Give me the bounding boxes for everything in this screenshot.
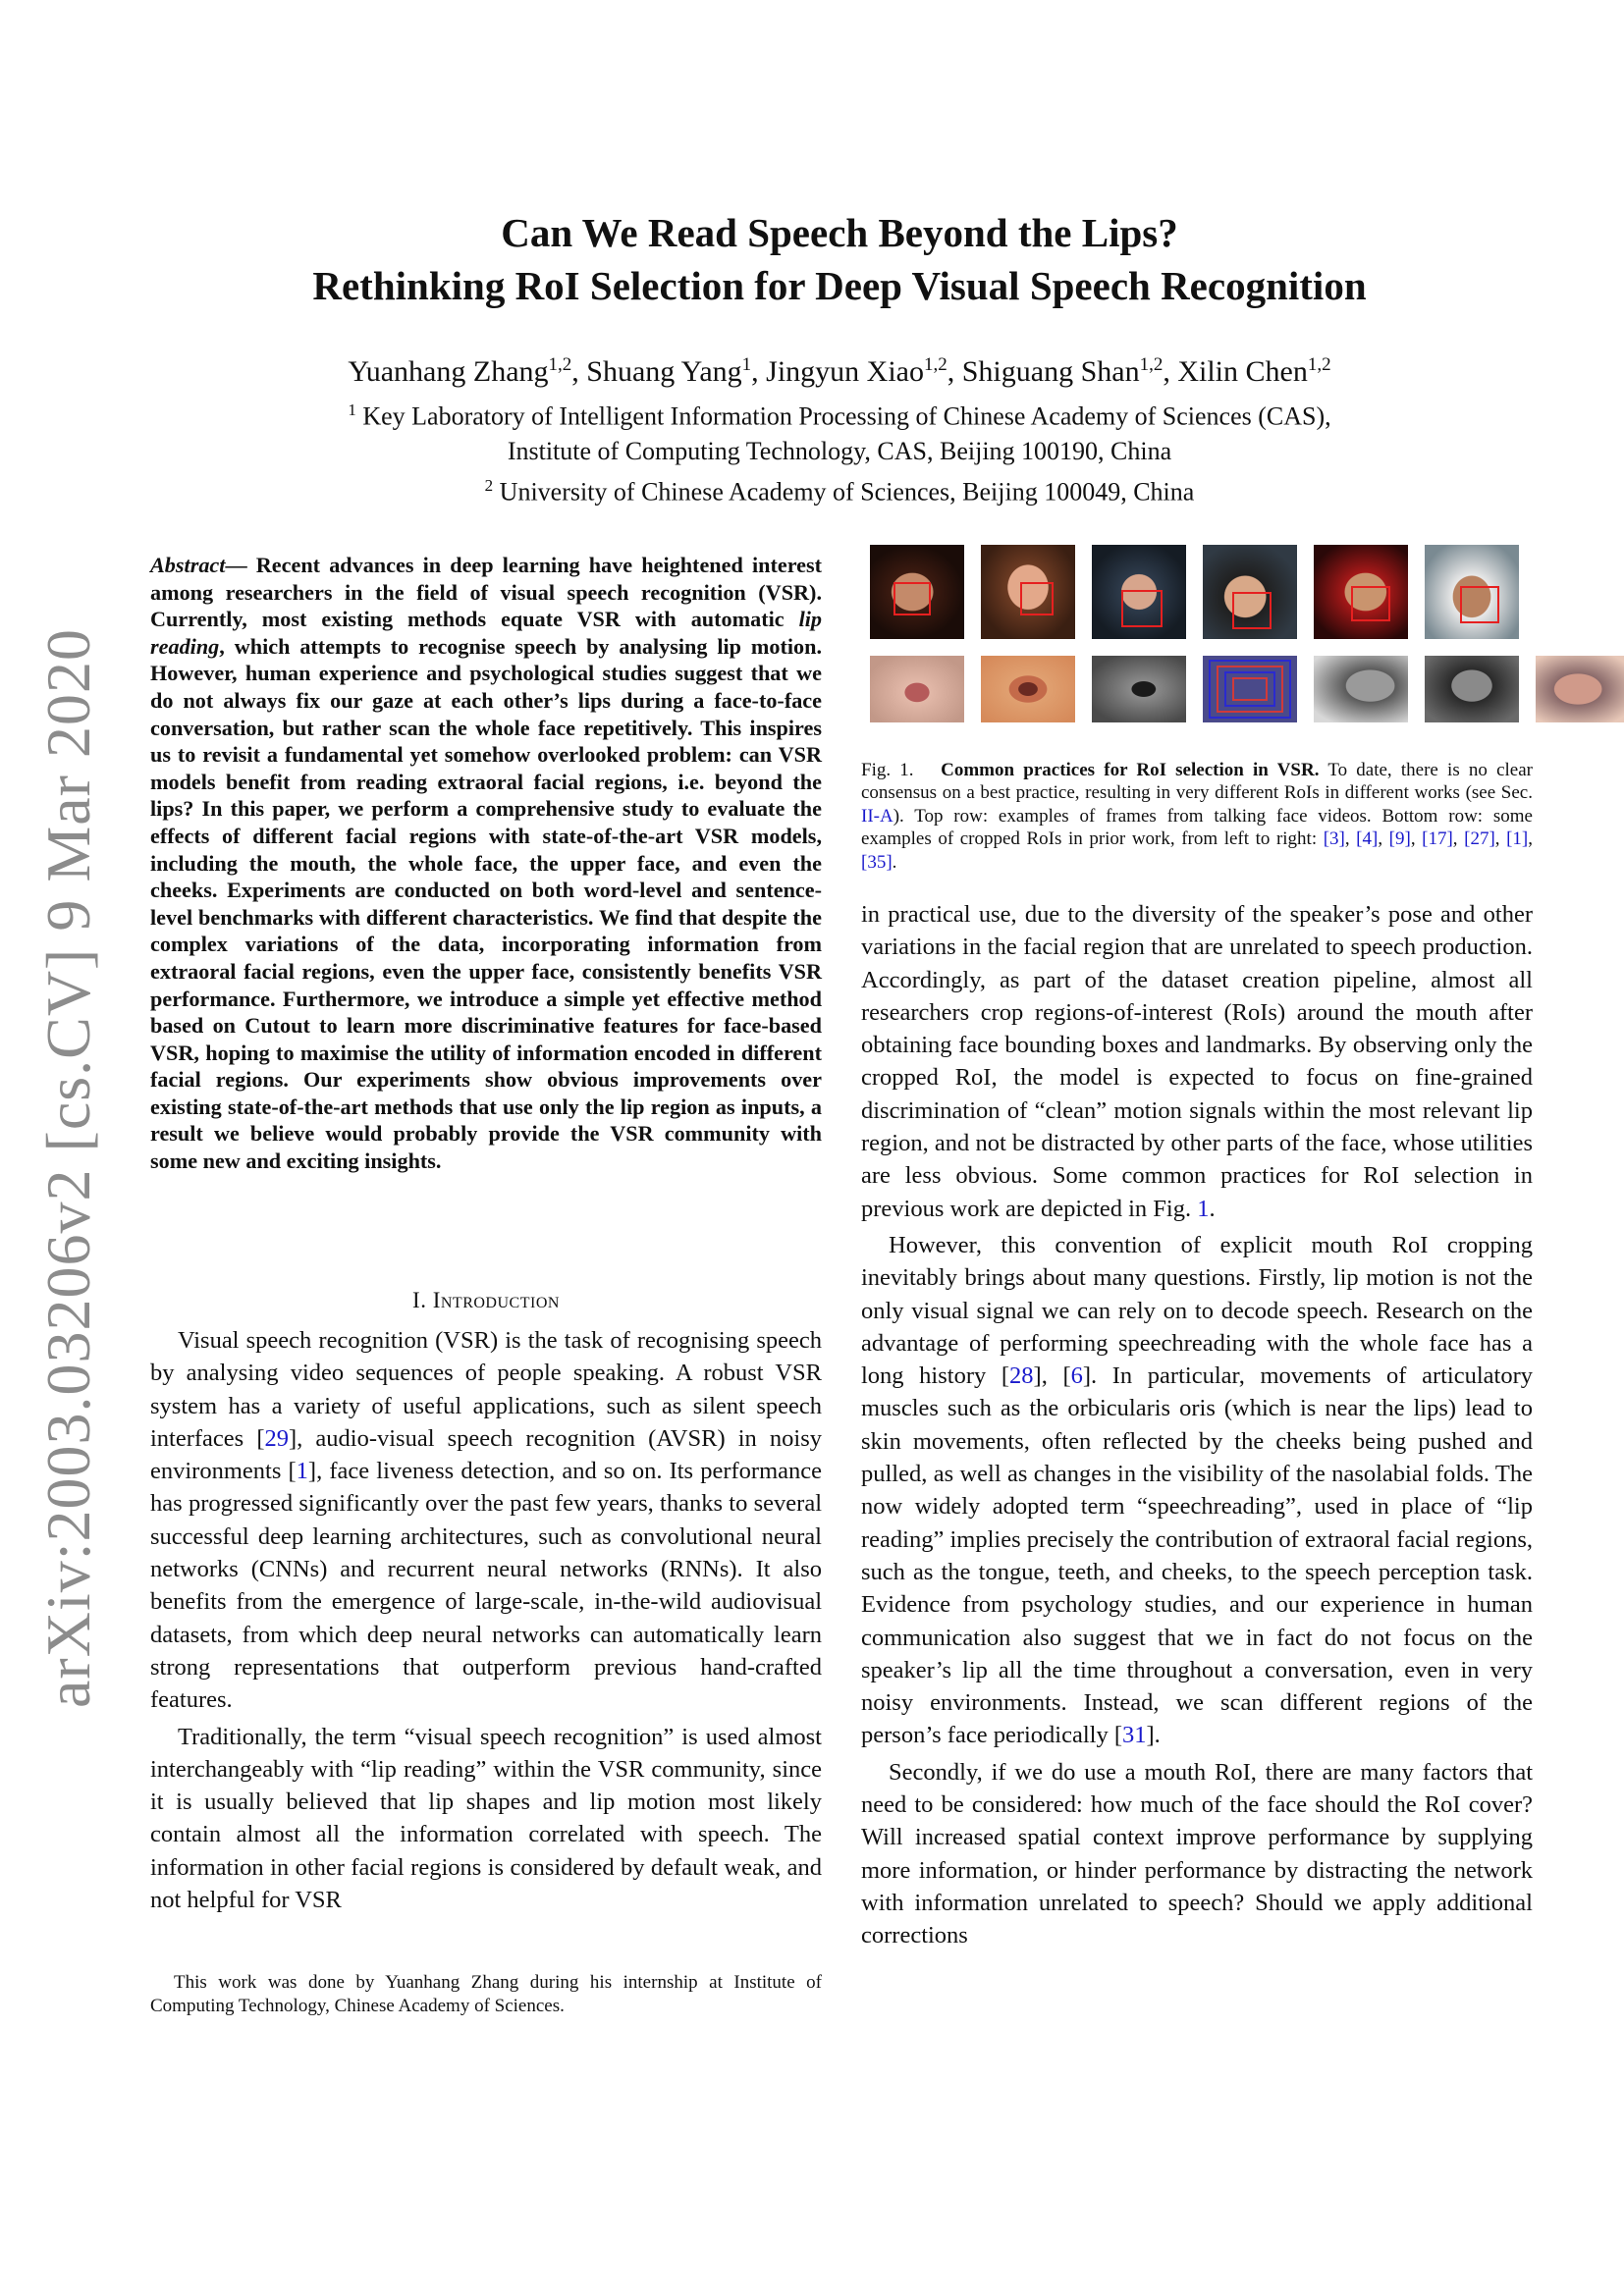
paper-title [147, 206, 1532, 312]
author-affiliation-mark: 1,2 [1307, 354, 1331, 375]
citation-link[interactable]: [4] [1356, 828, 1379, 850]
intro-paragraph-2: Traditionally, the term “visual speech recognition” is used almost interchangeably with “lip reading” within the VSR community, since it is usually believed that lip shapes and lip motion most likely contain almost all the information correlated with speech. The information in other facial regions is considered by default weak, and not helpful for VSR [150, 1723, 822, 1914]
face-frame-image [981, 545, 1075, 639]
mouth-roi-image [981, 656, 1075, 722]
face-frame-image [1314, 545, 1408, 639]
mouth-roi-image [1092, 656, 1186, 722]
citation-link[interactable]: [3] [1323, 828, 1345, 850]
affiliation-1-line-2: Institute of Computing Technology, CAS, Beijing 100190, China [507, 436, 1172, 465]
arxiv-stamp-text: arXiv:2003.03206v2 [cs.CV] 9 Mar 2020 [33, 628, 103, 1708]
author-affiliation-mark: 1,2 [923, 354, 947, 375]
right-column-body [861, 898, 1533, 1952]
citation-link[interactable]: [1] [1506, 828, 1529, 850]
arxiv-identifier-stamp [10, 618, 128, 1718]
left-column-body [150, 1324, 822, 1916]
author-name: Xilin Chen [1177, 355, 1308, 388]
author-affiliation-mark: 1,2 [1139, 354, 1164, 375]
face-frame-image [1425, 545, 1519, 639]
intro-paragraph-1: Visual speech recognition (VSR) is the task of recognising speech by analysing video sequences of people speaking. A robust VSR system has a variety of useful applications, such as silent speech interfaces [29], audio-visual speech recognition (AVSR) in noisy environments [1], face liveness detection, and so on. Its performance has progressed significantly over the past few years, thanks to several successful deep learning architectures, such as convolutional neural networks (CNNs) and recurrent neural networks (RNNs). It also benefits from the emergence of large-scale, in-the-wild audiovisual datasets, from which deep neural networks can automatically learn strong representations that outperform previous hand-crafted features. [150, 1327, 823, 1714]
face-frame-image [870, 545, 964, 639]
citation-link[interactable]: [9] [1388, 828, 1411, 850]
citation-link[interactable]: 31 [1121, 1722, 1147, 1749]
face-roi-image [1314, 656, 1408, 722]
affiliation-2: $^2$ University of Chinese Academy of Sciences, Beijing 100049, China [484, 475, 1195, 507]
citation-link[interactable]: [17] [1422, 828, 1453, 850]
face-frame-image [1092, 545, 1186, 639]
face-roi-image [1536, 656, 1624, 722]
affiliation-1-line-1: $^1$ Key Laboratory of Intelligent Information Processing of Chinese Academy of Sciences (CAS), [348, 400, 1331, 431]
mouth-roi-image [870, 656, 964, 722]
footnote: This work was done by Yuanhang Zhang during his internship at Institute of Computing Technology, Chinese Academy of Sciences. [150, 1972, 822, 2016]
section-heading-introduction: I. Introduction [412, 1288, 560, 1312]
figure-ref-link[interactable]: 1 [1197, 1195, 1210, 1222]
right-paragraph-3: Secondly, if we do use a mouth RoI, there are many factors that need to be considered: how much of the face should the RoI cover? Will increased spatial context improve performance by supplying more information, or hinder performance by distracting the network with information unrelated to speech? Should we apply additional corrections [861, 1758, 1533, 1949]
author-affiliation-mark: 1 [741, 354, 752, 375]
section-ref-link[interactable]: II-A [861, 805, 893, 827]
citation-link[interactable]: [35] [861, 851, 893, 873]
right-paragraph-1: in practical use, due to the diversity of the speaker’s pose and other variations in the facial region that are unrelated to speech production. Accordingly, as part of the dataset creation pipeline, almost all researchers crop regions-of-interest (RoIs) around the mouth after obtaining face bounding boxes and landmarks. By observing only the cropped RoI, the model is expected to focus on fine-grained discrimination of “clean” motion signals within the most relevant lip region, and not be distracted by other parts of the face, whose utilities are less obvious. Some common practices for RoI selection in previous work are depicted in Fig. 1. [861, 901, 1533, 1222]
author-name: Jingyun Xiao [766, 355, 924, 388]
title-line-2: Rethinking RoI Selection for Deep Visual Speech Recognition [312, 263, 1367, 308]
abstract-text: Recent advances in deep learning have heightened interest among researchers in the field of visual speech recognition (VSR). Currently, most existing methods equate VSR with automatic [150, 553, 823, 632]
citation-link[interactable]: 6 [1070, 1362, 1083, 1390]
author-affiliation-mark: 1,2 [548, 354, 572, 375]
citation-link[interactable]: 29 [264, 1424, 289, 1452]
author-name: Shiguang Shan [961, 355, 1140, 388]
title-line-1: Can We Read Speech Beyond the Lips? [501, 210, 1178, 255]
face-frame-image [1203, 545, 1297, 639]
citation-link[interactable]: 1 [296, 1458, 308, 1485]
citation-link[interactable]: 28 [1009, 1362, 1034, 1390]
author-name: Yuanhang Zhang [348, 355, 549, 388]
author-list: Yuanhang Zhang$^{1,2}$, Shuang Yang$^1$, Jingyun Xiao$^{1,2}$, Shiguang Shan$^{1,2}$, Xilin Chen$^{1,2}$ [348, 354, 1331, 388]
citation-link[interactable]: [27] [1464, 828, 1495, 850]
caption-label: Fig. 1. [861, 760, 914, 780]
author-name: Shuang Yang [586, 355, 742, 388]
figure-bottom-row [870, 656, 1624, 722]
abstract-label: Abstract [150, 553, 226, 577]
multi-scale-roi-image [1203, 656, 1297, 722]
figure-1-caption: Fig. 1. Common practices for RoI selection in VSR. To date, there is no clear consensus on a best practice, resulting in very different RoIs in different works (see Sec. II-A). Top row: examples of frames from talking face videos. Bottom row: some examples of cropped RoIs in prior work, from left to right: [3], [4], [9], [17], [27], [1], [35]. [861, 760, 1534, 873]
abstract: Abstract— Recent advances in deep learning have heightened interest among researchers in the field of visual speech recognition (VSR). Currently, most existing methods equate VSR with automatic lip reading, which attempts to recognise speech by analysing lip motion. However, human experience and psychological studies suggest that we do not always fix our gaze at each other’s lips during a face-to-face conversation, but rather scan the whole face repetitively. This inspires us to revisit a fundamental yet somehow overlooked problem: can VSR models benefit from reading extraoral facial regions, i.e. beyond the lips? In this paper, we perform a comprehensive study to evaluate the effects of different facial regions with state-of-the-art VSR models, including the mouth, the whole face, the upper face, and even the cheeks. Experiments are conducted on both word-level and sentence-level benchmarks with different characteristics. We find that despite the complex variations of the data, incorporating information from extraoral facial regions, even the upper face, consistently benefits VSR performance. Furthermore, we introduce a simple yet effective method based on Cutout to learn more discriminative features for face-based VSR, hoping to maximise the utility of information encoded in different facial regions. Our experiments show obvious improvements over existing state-of-the-art methods that use only the lip region as inputs, a result we believe would probably provide the VSR community with some new and exciting insights. [150, 553, 823, 1174]
right-paragraph-2: However, this convention of explicit mouth RoI cropping inevitably brings about many questions. Firstly, lip motion is not the only visual signal we can rely on to decode speech. Research on the advantage of performing speechreading with the whole face has a long history [28], [6]. In particular, movements of articulatory muscles such as the orbicularis oris (which is near the lips) lead to skin movements, often reflected by the cheeks being pushed and pulled, as well as changes in the visibility of the nasolabial folds. The now widely adopted term “speechreading”, used in place of “lip reading” implies precisely the contribution of extraoral facial regions, such as the tongue, teeth, and cheeks, to the speech perception task. Evidence from psychology studies, and our experience in human communication also suggest that we in fact do not focus on the speaker’s lip all the time throughout a conversation, even in very noisy environments. Instead, we scan different regions of the person’s face periodically [31]. [861, 1231, 1533, 1749]
figure-top-row [870, 545, 1519, 639]
face-roi-image [1425, 656, 1519, 722]
affiliations [147, 393, 1532, 508]
